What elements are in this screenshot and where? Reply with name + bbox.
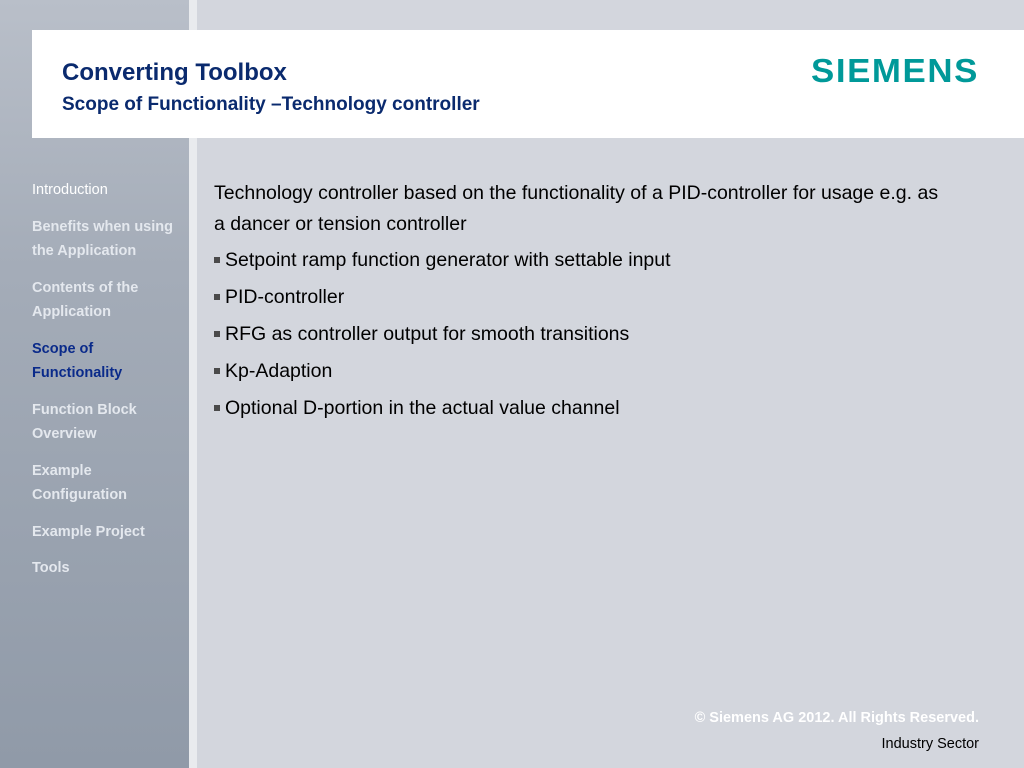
siemens-logo	[810, 50, 980, 90]
list-item	[214, 393, 954, 424]
sidebar-item-tools[interactable]: Tools	[32, 560, 70, 576]
list-item	[214, 245, 954, 276]
list-item-text: Optional D-portion in the actual value channel	[225, 397, 620, 419]
square-bullet-icon	[214, 331, 220, 337]
list-item-text: Setpoint ramp function generator with settable input	[225, 249, 671, 271]
sidebar-item-example-project[interactable]: Example Project	[32, 523, 145, 540]
main-content	[214, 178, 954, 430]
intro-paragraph: Technology controller based on the functionality of a PID-controller for usage e.g. as a dancer or tension controller	[214, 182, 939, 235]
page-title: Converting Toolbox	[62, 59, 287, 86]
list-item-text: Kp-Adaption	[225, 360, 333, 382]
list-item	[214, 319, 954, 350]
square-bullet-icon	[214, 405, 220, 411]
sidebar-item-contents[interactable]: Contents of the Application	[32, 279, 139, 320]
sidebar-item-example-configuration[interactable]: Example Configuration	[32, 462, 128, 503]
square-bullet-icon	[214, 257, 220, 263]
siemens-logo-text: SIEMENS	[811, 52, 979, 89]
copyright-notice: © Siemens AG 2012. All Rights Reserved.	[694, 710, 979, 726]
list-item-text: RFG as controller output for smooth transitions	[225, 323, 630, 345]
list-item-text: PID-controller	[225, 286, 345, 308]
sidebar-item-function-block-overview[interactable]: Function Block Overview	[32, 401, 137, 442]
feature-list	[214, 245, 954, 424]
sidebar-item-scope[interactable]: Scope of Functionality	[32, 340, 123, 381]
list-item	[214, 282, 954, 313]
sidebar-item-benefits[interactable]: Benefits when using the Application	[32, 218, 173, 259]
page-subtitle: Scope of Functionality –Technology controller	[62, 94, 480, 115]
industry-sector-label: Industry Sector	[881, 736, 979, 752]
square-bullet-icon	[214, 368, 220, 374]
square-bullet-icon	[214, 294, 220, 300]
sidebar-item-introduction[interactable]: Introduction	[32, 182, 108, 198]
list-item	[214, 356, 954, 387]
sidebar-nav	[32, 178, 182, 593]
